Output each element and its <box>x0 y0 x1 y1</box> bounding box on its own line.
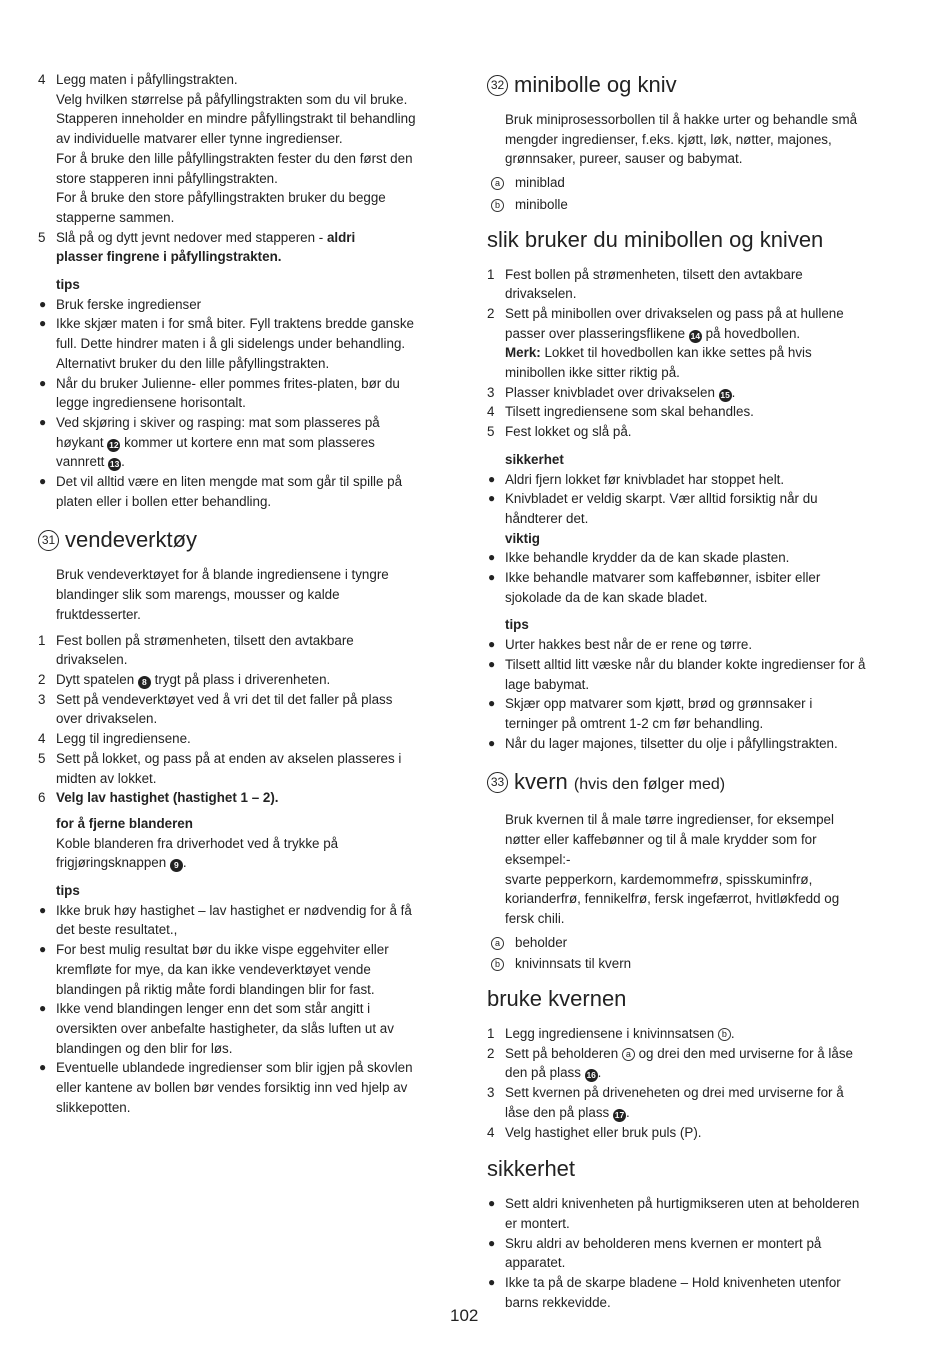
bullet-text: Eventuelle ublandede ingredienser som blir igjen på skovlen <box>56 1060 413 1076</box>
step-text: på hovedbollen. <box>701 325 801 341</box>
step-item <box>487 383 892 403</box>
text-line: av individuelle matvarer eller tynne ingredienser. <box>56 131 343 147</box>
step-number: 3 <box>487 384 495 400</box>
ref-number-icon: 17 <box>614 1109 625 1120</box>
part-label <box>487 173 892 193</box>
step-text: Sett på vendeverktøyet ved å vri det til det faller på plass <box>56 691 393 707</box>
text-line: grønnsaker, pureer, sauser og babymat. <box>505 151 743 167</box>
bullet-item <box>38 901 443 940</box>
text-line: frigjøringsknappen <box>56 855 170 871</box>
subheading-tips: tips <box>505 617 529 633</box>
bullet-icon: ● <box>39 474 47 489</box>
section-31-intro <box>38 565 443 624</box>
section-title: minibolle og kniv <box>514 72 677 97</box>
ref-number-icon: 8 <box>138 676 151 689</box>
bullet-text: . <box>121 454 125 470</box>
part-label <box>487 933 892 953</box>
bullet-item <box>38 472 443 511</box>
bullet-item <box>487 694 892 733</box>
step-number: 1 <box>38 632 46 648</box>
bullet-text: er montert. <box>505 1215 570 1231</box>
step-text: passer over plasseringsflikene <box>505 325 689 341</box>
bullet-item <box>487 655 892 694</box>
step-number: 3 <box>38 691 46 707</box>
subheading-safety: sikkerhet <box>505 451 564 467</box>
bullet-text: Ikke behandle krydder da de kan skade plasten. <box>505 550 790 566</box>
bullet-icon: ● <box>488 1235 496 1250</box>
bullet-item <box>38 295 443 315</box>
bullet-text: Urter hakkes best når de er rene og tørre. <box>505 637 753 653</box>
bullet-icon: ● <box>39 1060 47 1075</box>
step-text: Velg lav hastighet (hastighet 1 – 2). <box>56 790 279 806</box>
bullet-item <box>38 1058 443 1117</box>
text-line: Koble blanderen fra driverhodet ved å trykke på <box>56 835 339 851</box>
letter-a-icon: a <box>491 937 504 950</box>
text-line: svarte pepperkorn, kardemommefrø, spisskuminfrø, <box>505 871 813 887</box>
bullet-icon: ● <box>488 637 496 652</box>
bullet-item <box>38 314 443 373</box>
step-text: Dytt spatelen <box>56 671 138 687</box>
text-line: korianderfrø, fennikelfrø, fersk ingefærrot, hvitløkfedd og <box>505 891 840 907</box>
step-item <box>487 1044 892 1083</box>
step-item <box>487 1123 892 1143</box>
bullet-text: eller kantene av bollen bør vendes forsiktig inn ved hjelp av <box>56 1080 408 1096</box>
bullet-icon: ● <box>39 375 47 390</box>
letter-b-icon: b <box>491 958 504 971</box>
bullet-item <box>487 635 892 655</box>
step-number: 3 <box>487 1085 495 1101</box>
step-text: Slå på og dytt jevnt nedover med stapperen - <box>56 229 327 245</box>
warning-text: plasser fingrene i påfyllingstrakten. <box>56 249 282 265</box>
text-line: Bruk vendeverktøyet for å blande ingrediensene i tyngre <box>56 567 389 583</box>
step-item <box>487 422 892 442</box>
step-text: midten av lokket. <box>56 770 157 786</box>
bullet-icon: ● <box>39 1001 47 1016</box>
bullet-text: Det vil alltid være en liten mengde mat som går til spille på <box>56 474 403 490</box>
bullet-text: kremfløte for mye, da kan ikke vendeverktøyet vende <box>56 961 371 977</box>
text-line: Legg maten i påfyllingstrakten. <box>56 72 238 87</box>
bullet-icon: ● <box>39 414 47 429</box>
bullet-icon: ● <box>39 902 47 917</box>
bullet-text: det beste resultatet., <box>56 922 178 938</box>
bullet-text: Når du lager majones, tilsetter du olje i påfyllingstrakten. <box>505 735 838 751</box>
step-item <box>38 788 443 808</box>
section-32-heading <box>487 72 892 98</box>
section-number-icon: 32 <box>487 75 508 96</box>
note-text: Lokket til hovedbollen kan ikke settes på hvis <box>540 345 812 361</box>
step-text: Sett på beholderen <box>505 1045 622 1061</box>
bullet-item <box>38 413 443 472</box>
bullet-text: Alternativt bruker du den lille påfyllingstrakten. <box>56 355 330 371</box>
text-line: Velg hvilken størrelse på påfyllingstrakten som du vil bruke. <box>56 91 408 107</box>
subheading-remove-blender: for å fjerne blanderen <box>56 815 193 831</box>
letter-a-icon: a <box>622 1048 635 1061</box>
step-number: 4 <box>38 72 46 87</box>
text-line: mengder ingredienser, f.eks. kjøtt, løk, nøtter, majones, <box>505 131 832 147</box>
step-number: 6 <box>38 790 46 806</box>
text-line: fersk chili. <box>505 910 565 926</box>
bullet-text: Ikke vend blandingen lenger enn det som står angitt i <box>56 1001 371 1017</box>
left-column <box>38 70 443 1117</box>
step-item <box>487 265 892 304</box>
step-item <box>38 690 443 729</box>
bullet-text: legge ingrediensene horisontalt. <box>56 395 246 411</box>
text-line: Bruk kvernen til å male tørre ingredienser, for eksempel <box>505 812 834 828</box>
step-text: Sett på minibollen over drivakselen og pass på at hullene <box>505 305 844 321</box>
letter-a-icon: a <box>491 177 504 190</box>
bullet-text: slikkepotten. <box>56 1099 131 1115</box>
bullet-item <box>38 940 443 999</box>
step-number: 2 <box>487 1045 495 1061</box>
section-title: vendeverktøy <box>65 527 198 553</box>
step-text: over drivakselen. <box>56 711 158 727</box>
bullet-item <box>487 568 892 607</box>
step-item <box>38 631 443 670</box>
use-heading: slik bruker du minibollen og kniven <box>487 226 824 252</box>
step-number: 1 <box>487 1026 495 1042</box>
step-text: . <box>731 384 736 400</box>
bullet-item <box>38 999 443 1058</box>
bullet-icon: ● <box>488 696 496 711</box>
step-number: 2 <box>487 305 495 321</box>
text-line: . <box>182 855 187 871</box>
part-text: minibolle <box>515 196 568 212</box>
bullet-icon: ● <box>488 1196 496 1211</box>
bullet-text: kommer ut kortere enn mat som plasseres <box>120 434 375 450</box>
bullet-icon: ● <box>488 570 496 585</box>
right-column <box>487 70 892 1312</box>
section-number-icon: 31 <box>38 530 59 551</box>
part-text: miniblad <box>515 175 565 191</box>
step-text: Fest bollen på strømenheten, tilsett den avtakbare <box>505 266 803 282</box>
bullet-text: Bruk ferske ingredienser <box>56 296 202 312</box>
step-text: Legg ingrediensene i knivinnsatsen <box>505 1026 718 1042</box>
bullet-icon: ● <box>488 656 496 671</box>
bullet-icon: ● <box>488 735 496 750</box>
part-text: beholder <box>515 934 568 950</box>
step-text: . <box>625 1104 630 1120</box>
remove-text <box>38 834 443 873</box>
step-4-fill-chute <box>38 70 443 228</box>
section-33-intro <box>487 810 892 928</box>
bullet-text: oversikten over anbefalte hastigheter, da slås luften ut av <box>56 1020 394 1036</box>
bullet-icon: ● <box>488 491 496 506</box>
step-text: . <box>597 1065 602 1081</box>
bullet-text: Aldri fjern lokket før knivbladet har stoppet helt. <box>505 471 785 487</box>
step-text: Plasser knivbladet over drivakselen <box>505 384 719 400</box>
bullet-item <box>38 374 443 413</box>
step-text: drivakselen. <box>505 286 577 302</box>
ref-number-icon: 15 <box>720 389 730 400</box>
text-line: For å bruke den lille påfyllingstrakten fester du den først den <box>56 150 413 166</box>
step-item <box>487 1024 892 1044</box>
bullet-item <box>487 1234 892 1273</box>
bullet-icon: ● <box>488 550 496 565</box>
bullet-icon: ● <box>488 1275 496 1290</box>
text-line: stapperne sammen. <box>56 209 175 225</box>
section-32-intro <box>487 110 892 169</box>
step-text: Tilsett ingrediensene som skal behandles. <box>505 404 754 420</box>
text-line: store stapperen inni påfyllingstrakten. <box>56 170 278 186</box>
note-label: Merk: <box>505 345 541 361</box>
step-number: 4 <box>487 404 495 420</box>
bullet-text: Sett aldri knivenheten på hurtigmikseren uten at beholderen <box>505 1196 860 1212</box>
letter-b-icon: b <box>491 199 504 212</box>
step-text: . <box>730 1026 735 1042</box>
text-line: eksempel:- <box>505 851 571 867</box>
bullet-text: Ved skjøring i skiver og rasping: mat som plasseres på <box>56 414 380 430</box>
bullet-text: lage babymat. <box>505 676 590 692</box>
step-item <box>38 729 443 749</box>
step-item <box>38 749 443 788</box>
step-text: låse den på plass <box>505 1104 613 1120</box>
bullet-item <box>487 548 892 568</box>
bullet-item <box>487 489 892 528</box>
step-number: 1 <box>487 266 495 282</box>
step-text: Sett kvernen på driveneheten og drei med urviserne for å <box>505 1085 844 1101</box>
warning-text: aldri <box>326 229 356 245</box>
section-number-icon: 33 <box>487 772 508 793</box>
part-label <box>487 954 892 974</box>
section-title: kvern <box>514 769 568 795</box>
ref-number-icon: 13 <box>109 459 120 470</box>
ref-number-icon: 16 <box>586 1070 596 1081</box>
text-line: nøtter eller kaffebønner og til å male krydder som for <box>505 832 817 848</box>
bullet-item <box>487 734 892 754</box>
section-31-heading <box>38 527 443 553</box>
step-text: Fest bollen på strømenheten, tilsett den avtakbare <box>56 632 354 648</box>
grind-heading: bruke kvernen <box>487 986 627 1012</box>
section-33-heading <box>487 769 892 798</box>
step-text: Sett på lokket, og pass på at enden av akselen plasseres i <box>56 750 402 766</box>
bullet-text: Skru aldri av beholderen mens kvernen er montert på <box>505 1235 822 1251</box>
text-line: fruktdesserter. <box>56 606 141 622</box>
step-number: 2 <box>38 671 46 687</box>
step-text: den på plass <box>505 1065 585 1081</box>
bullet-text: blandingen og den blir for løs. <box>56 1040 233 1056</box>
step-number: 4 <box>487 1124 495 1140</box>
bullet-text: blandingen på riktig måte fordi blandingen blir for fast. <box>56 981 375 997</box>
part-text: knivinnsats til kvern <box>515 956 632 972</box>
bullet-text: høykant <box>56 434 108 450</box>
bullet-text: full. Dette hindrer maten i å gli sidelengs under behandling. <box>56 336 406 352</box>
subheading-tips: tips <box>56 883 80 899</box>
step-text: Legg til ingrediensene. <box>56 731 191 747</box>
text-line: Bruk miniprosessorbollen til å hakke urter og behandle små <box>505 112 858 127</box>
bullet-text: For best mulig resultat bør du ikke vispe eggehviter eller <box>56 942 389 958</box>
bullet-text: vannrett <box>56 454 109 470</box>
bullet-text: platen eller i bollen etter behandling. <box>56 493 272 509</box>
bullet-item <box>487 1194 892 1233</box>
bullet-text: sjokolade da de kan skade bladet. <box>505 589 708 605</box>
part-label <box>487 195 892 215</box>
bullet-item <box>487 470 892 490</box>
subheading-important: viktig <box>505 530 540 546</box>
text-line: For å bruke den store påfyllingstrakten bruker du begge <box>56 190 386 206</box>
safety2-heading: sikkerhet <box>487 1156 576 1182</box>
text-line: blandinger slik som marengs, mousser og kalde <box>56 587 340 603</box>
bullet-text: Når du bruker Julienne- eller pommes frites-platen, bør du <box>56 375 400 391</box>
step-number: 4 <box>38 731 46 747</box>
bullet-item <box>487 1273 892 1312</box>
bullet-text: Ikke ta på de skarpe bladene – Hold knivenheten utenfor <box>505 1275 841 1291</box>
step-number: 5 <box>487 424 495 440</box>
step-item <box>487 1083 892 1122</box>
note-text: minibollen ikke sitter riktig på. <box>505 365 680 381</box>
text-line: Stapperen inneholder en mindre påfyllingstrakt til behandling <box>56 111 416 127</box>
ref-number-icon: 14 <box>690 330 701 341</box>
step-text: Fest lokket og slå på. <box>505 424 632 440</box>
bullet-text: Tilsett alltid litt væske når du blander kokte ingredienser for å <box>505 656 866 672</box>
step-number: 5 <box>38 229 46 245</box>
subheading-tips: tips <box>56 277 80 293</box>
bullet-icon: ● <box>488 471 496 486</box>
ref-number-icon: 12 <box>109 439 119 450</box>
step-item <box>38 670 443 690</box>
bullet-text: apparatet. <box>505 1255 566 1271</box>
bullet-icon: ● <box>39 942 47 957</box>
bullet-text: Knivbladet er veldig skarpt. Vær alltid forsiktig når du <box>505 491 818 507</box>
bullet-text: håndterer det. <box>505 510 589 526</box>
section-subtitle: (hvis den følger med) <box>573 776 726 794</box>
bullet-text: Skjær opp matvarer som kjøtt, brød og grønnsaker i <box>505 696 813 712</box>
step-item <box>487 402 892 422</box>
step-item <box>487 304 892 383</box>
bullet-text: barns rekkevidde. <box>505 1294 611 1310</box>
bullet-icon: ● <box>39 316 47 331</box>
ref-number-icon: 9 <box>170 859 183 872</box>
step-text: og drei den med urviserne for å låse <box>634 1045 853 1061</box>
step-number: 5 <box>38 750 46 766</box>
bullet-text: terninger på omtrent 1-2 cm før behandling. <box>505 715 764 731</box>
page-number: 102 <box>450 1306 479 1325</box>
bullet-text: Ikke skjær maten i for små biter. Fyll traktens bredde ganske <box>56 316 414 332</box>
bullet-text: Ikke bruk høy hastighet – lav hastighet er nødvendig for å få <box>56 902 412 918</box>
step-text: Velg hastighet eller bruk puls (P). <box>505 1124 702 1140</box>
step-5-push-down <box>38 228 443 267</box>
letter-b-icon: b <box>718 1028 731 1041</box>
step-text: drivakselen. <box>56 652 128 668</box>
step-text: trygt på plass i driverenheten. <box>150 671 331 687</box>
bullet-text: Ikke behandle matvarer som kaffebønner, isbiter eller <box>505 570 821 586</box>
bullet-icon: ● <box>39 296 47 311</box>
